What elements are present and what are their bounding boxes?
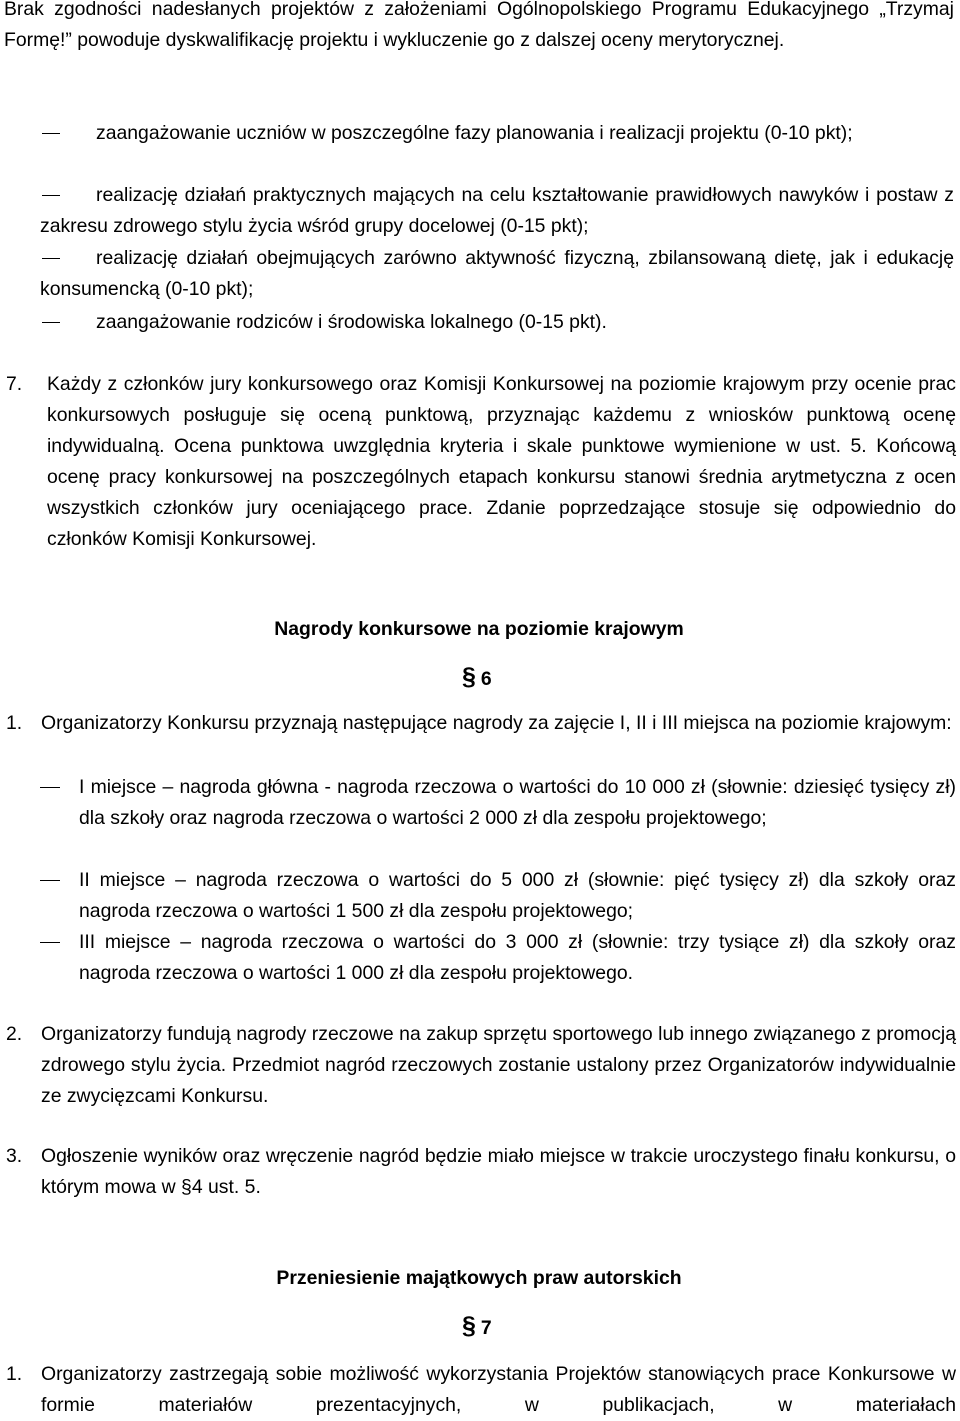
paragraph-sign-icon: §	[462, 1312, 476, 1340]
dash-icon	[40, 942, 60, 943]
point-number: 2.	[6, 1023, 23, 1045]
prize-text: II miejsce – nagroda rzeczowa o wartości do 5 000 zł (słownie: pięć tysięcy zł) dla szkoły oraz nagroda rzeczowa o wartości 1 500 zł dla zespołu projektowego;	[79, 869, 956, 922]
criteria-item	[40, 307, 954, 338]
prize-item	[40, 927, 956, 989]
paragraph-sign-icon: §	[462, 663, 476, 691]
point-text: Ogłoszenie wyników oraz wręczenie nagród będzie miało miejsce w trakcie uroczystego finału konkursu, o którym mowa w §4 ust. 5.	[41, 1145, 956, 1198]
criteria-text: realizację działań obejmujących zarówno aktywność fizyczną, zbilansowaną dietę, jak i edukację konsumencką (0-10 pkt);	[40, 247, 954, 300]
point-number: 3.	[6, 1145, 23, 1167]
point-number: 7.	[6, 373, 23, 395]
point-7	[6, 369, 956, 589]
section-6-number	[462, 662, 492, 695]
section-number: 6	[480, 668, 492, 690]
section-6-point-3	[6, 1141, 956, 1203]
dash-icon	[40, 307, 96, 338]
point-number: 1.	[6, 1363, 23, 1385]
prize-item	[40, 772, 956, 834]
criteria-text: zaangażowanie uczniów w poszczególne fazy planowania i realizacji projektu (0-10 pkt);	[96, 122, 853, 144]
dash-icon	[40, 880, 60, 881]
point-text: Organizatorzy zastrzegają sobie możliwość wykorzystania Projektów stanowiących prace Konkursowe w formie materiałów prezentacyjnych, w publikacjach, w materiałach	[41, 1363, 956, 1416]
intro-text: Brak zgodności nadesłanych projektów z założeniami Ogólnopolskiego Programu Edukacyjnego „Trzymaj Formę!” powoduje dyskwalifikację projektu i wykluczenie go z dalszej oceny merytorycznej.	[4, 0, 954, 51]
section-number: 7	[480, 1317, 492, 1339]
section-7-number	[462, 1311, 492, 1344]
section-7-title: Przeniesienie majątkowych praw autorskich	[276, 1267, 682, 1289]
criteria-item	[40, 118, 954, 149]
prize-item	[40, 865, 956, 927]
dash-icon	[40, 787, 60, 788]
section-7-point-1	[6, 1359, 956, 1421]
criteria-text: zaangażowanie rodziców i środowiska lokalnego (0-15 pkt).	[96, 311, 607, 333]
criteria-item	[40, 180, 954, 242]
dash-icon	[40, 180, 96, 211]
prize-text: I miejsce – nagroda główna - nagroda rzeczowa o wartości do 10 000 zł (słownie: dziesięć tysięcy zł) dla szkoły oraz nagroda rzeczowa o wartości 2 000 zł dla zespołu projektowego;	[79, 776, 956, 829]
prize-text: III miejsce – nagroda rzeczowa o wartości do 3 000 zł (słownie: trzy tysiące zł) dla szkoły oraz nagroda rzeczowa o wartości 1 000 zł dla zespołu projektowego.	[79, 931, 956, 984]
criteria-item	[40, 243, 954, 305]
section-6-title: Nagrody konkursowe na poziomie krajowym	[274, 618, 684, 640]
intro-paragraph	[4, 0, 954, 56]
point-text: Organizatorzy fundują nagrody rzeczowe na zakup sprzętu sportowego lub innego związanego z promocją zdrowego stylu życia. Przedmiot nagród rzeczowych zostanie ustalony przez Organizatorów indywidualnie ze zwycięzcami Konkursu.	[41, 1023, 956, 1107]
section-6-point-1	[6, 708, 956, 770]
section-6-point-2	[6, 1019, 956, 1114]
criteria-text: realizację działań praktycznych mających na celu kształtowanie prawidłowych nawyków i postaw z zakresu zdrowego stylu życia wśród grupy docelowej (0-15 pkt);	[40, 184, 954, 237]
point-text: Organizatorzy Konkursu przyznają następujące nagrody za zajęcie I, II i III miejsca na poziomie krajowym:	[41, 712, 952, 734]
dash-icon	[40, 118, 96, 149]
point-text: Każdy z członków jury konkursowego oraz Komisji Konkursowej na poziomie krajowym przy ocenie prac konkursowych posługuje się oceną punktową, przyznając każdemu z wniosków punktową ocenę indywidualną. Ocena punktowa uwzględnia kryteria i skale punktowe wymienione w ust. 5. Końcową ocenę pracy konkursowej na poszczególnych etapach konkursu stanowi średnia arytmetyczna z ocen wszystkich członków jury oceniającego prace. Zdanie poprzedzające stosuje się odpowiednio do członków Komisji Konkursowej.	[47, 373, 956, 550]
point-number: 1.	[6, 712, 23, 734]
dash-icon	[40, 243, 96, 274]
